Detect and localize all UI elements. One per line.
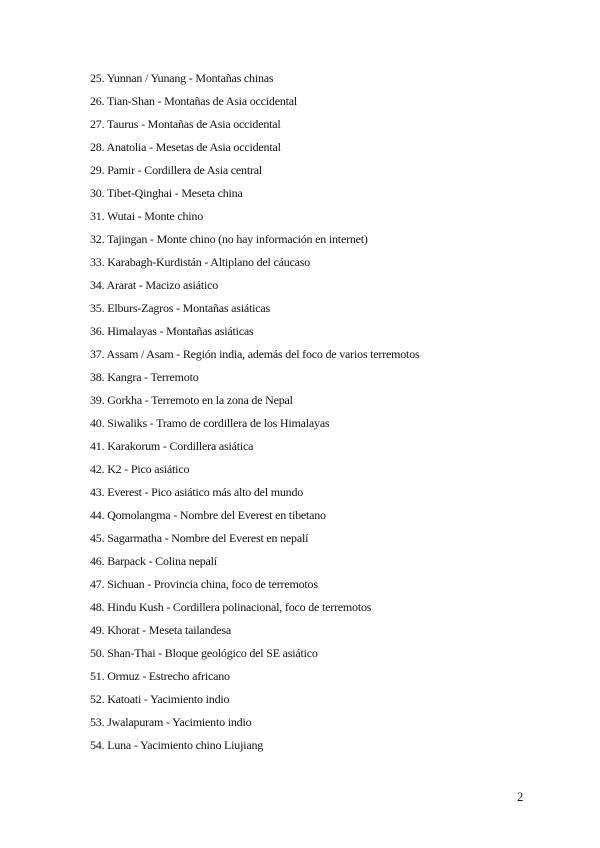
list-item: 41. Karakorum - Cordillera asiática — [90, 439, 254, 453]
list-item: 32. Tajingan - Monte chino (no hay información en internet) — [90, 232, 368, 246]
list-item: 51. Ormuz - Estrecho africano — [90, 669, 230, 683]
page-number: 2 — [517, 790, 524, 804]
list-item: 25. Yunnan / Yunang - Montañas chinas — [90, 71, 274, 85]
list-item: 53. Jwalapuram - Yacimiento indio — [90, 715, 252, 729]
list-item: 49. Khorat - Meseta tailandesa — [90, 623, 231, 637]
list-item: 43. Everest - Pico asiático más alto del mundo — [90, 485, 304, 499]
list-item: 30. Tibet-Qinghai - Meseta china — [90, 186, 243, 200]
list-item: 46. Barpack - Colina nepalí — [90, 554, 217, 568]
list-item: 33. Karabagh-Kurdistán - Altiplano del cáucaso — [90, 255, 311, 269]
list-item: 36. Himalayas - Montañas asiáticas — [90, 324, 254, 338]
list-item: 47. Sichuan - Provincia china, foco de terremotos — [90, 577, 318, 591]
list-item: 35. Elburs-Zagros - Montañas asiáticas — [90, 301, 271, 315]
list-item: 29. Pamir - Cordillera de Asia central — [90, 163, 263, 177]
list-item: 54. Luna - Yacimiento chino Liujiang — [90, 738, 264, 752]
list-item: 45. Sagarmatha - Nombre del Everest en nepalí — [90, 531, 309, 545]
list-item: 28. Anatolia - Mesetas de Asia occidental — [90, 140, 281, 154]
list-item: 50. Shan-Thai - Bloque geológico del SE asiático — [90, 646, 318, 660]
list-item: 44. Qomolangma - Nombre del Everest en tibetano — [90, 508, 326, 522]
list-item: 39. Gorkha - Terremoto en la zona de Nepal — [90, 393, 293, 407]
list-item: 26. Tian-Shan - Montañas de Asia occidental — [90, 94, 298, 108]
list-item: 27. Taurus - Montañas de Asia occidental — [90, 117, 281, 131]
list-item: 31. Wutai - Monte chino — [90, 209, 204, 223]
list-item: 37. Assam / Asam - Región india, además del foco de varios terremotos — [90, 347, 420, 361]
list-item: 52. Katoati - Yacimiento indio — [90, 692, 230, 706]
list-item: 40. Siwaliks - Tramo de cordillera de los Himalayas — [90, 416, 330, 430]
list-item: 38. Kangra - Terremoto — [90, 370, 199, 384]
list-item: 34. Ararat - Macizo asiático — [90, 278, 219, 292]
list-item: 48. Hindu Kush - Cordillera polinacional, foco de terremotos — [90, 600, 372, 614]
glossary-list — [90, 70, 560, 760]
list-item: 42. K2 - Pico asiático — [90, 462, 190, 476]
